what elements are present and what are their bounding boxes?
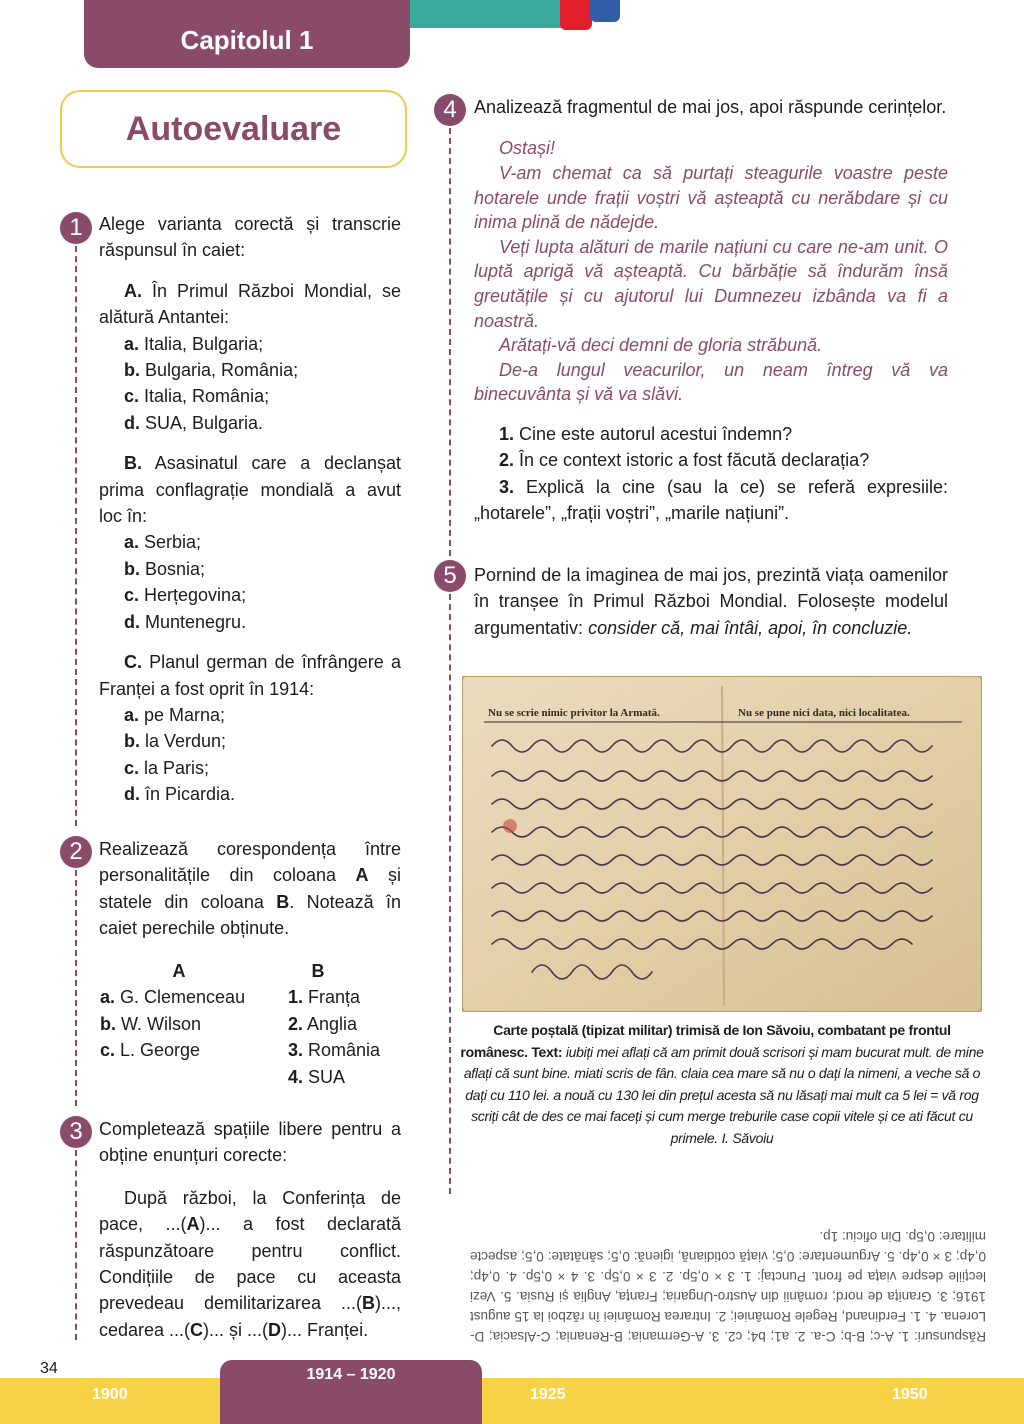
blank-d: D <box>268 1319 282 1340</box>
question-b-option-text: Herțegovina; <box>139 585 247 606</box>
question-a-option-text: SUA, Bulgaria. <box>140 412 264 433</box>
state-cell <box>288 1064 398 1090</box>
proclamation-quote <box>474 136 948 407</box>
exercise-5-prompt <box>474 562 948 641</box>
question-b <box>99 450 401 529</box>
question-text: Explică la cine (sau la ce) se referă expresiile: „hotarele”, „frații voștri”, „marile națiuni”. <box>474 476 948 524</box>
exercise-5-number <box>434 560 466 592</box>
question-a-option <box>99 410 401 436</box>
timeline-band <box>0 1378 1024 1424</box>
question-a-text: În Primul Război Mondial, se alătură Antantei: <box>99 280 401 328</box>
quote-paragraph: De-a lungul veacurilor, un neam întreg vă va binecuvânta și vă va slăvi. <box>474 359 948 405</box>
exercise-2-text-3: . Notează în caiet perechile obținute. <box>99 891 402 939</box>
ex3-t1: După război, la Conferința de pace, ...( <box>99 1187 401 1235</box>
question-b-option-text: Serbia; <box>139 532 202 553</box>
exercise-4-number-text: 4 <box>443 96 457 123</box>
question-c-option-letter: b. <box>124 731 140 752</box>
exercise-1-number <box>60 212 92 244</box>
question-a-option-text: Italia, Bulgaria; <box>139 333 264 354</box>
year-1900: 1900 <box>92 1386 128 1403</box>
question-c-option-letter: c. <box>124 757 140 778</box>
question-a-option-letter: d. <box>124 412 140 433</box>
quote-paragraph: Veți lupta alături de marile națiuni cu care ne-am unit. O luptă aprigă vă așteaptă. Cu bărbăție să îndurăm însă greutățile și cu ajutorul lui Dumnezeu izbânda va fi a noastră. <box>474 236 948 331</box>
question-a-option-letter: a. <box>124 333 140 354</box>
exercise-2-text-2: și statele din coloana <box>99 865 401 912</box>
ex3-t2: )... a fost declarată răspunzătoare pentru conflict. Condițiile de pace cu aceasta prevedeau demilitarizarea ...( <box>99 1214 402 1314</box>
column-b-header: B <box>311 961 325 981</box>
caption-lead: Carte poștală (tipizat militar) trimisă de Ion Săvoiu, combatant pe frontul românesc. Text: <box>460 1022 951 1060</box>
question-a-option <box>99 331 401 357</box>
question-c-option-letter: a. <box>124 704 140 725</box>
exercise-4-questions <box>474 421 948 527</box>
question-b-option-text: Muntenegru. <box>140 611 247 632</box>
question-b-options <box>99 529 401 635</box>
state-name: Anglia <box>303 1013 358 1034</box>
title-box <box>60 90 407 168</box>
question-c-option-letter: d. <box>124 784 140 805</box>
question-b-option-letter: c. <box>124 585 140 606</box>
chapter-tab <box>84 0 410 68</box>
personality-cell <box>100 1064 288 1090</box>
blank-c: C <box>190 1319 204 1340</box>
exercise-2-col-b-ref: B <box>276 891 290 912</box>
exercise-2-prompt <box>99 836 401 942</box>
exercise-5-number-text: 5 <box>443 562 457 589</box>
exercise-3 <box>99 1116 401 1343</box>
exercise-3-statement <box>99 1185 401 1343</box>
column-a-header: A <box>172 961 186 981</box>
question-c-option <box>99 781 401 807</box>
matching-table-header <box>100 958 400 984</box>
personality-cell <box>100 984 288 1010</box>
question-c-option <box>99 702 401 728</box>
exercise-4-question <box>474 474 948 527</box>
exercise-4-dashed-line <box>449 128 451 556</box>
state-cell <box>288 984 398 1010</box>
exercise-4-prompt: Analizează fragmentul de mai jos, apoi răspunde cerințelor. <box>474 97 947 117</box>
teal-stripe <box>400 0 572 28</box>
question-c-text: Planul german de înfrângere a Franței a fost oprit în 1914: <box>99 652 401 699</box>
personality-letter: b. <box>100 1013 116 1034</box>
exercise-2-dashed-line <box>75 870 77 1106</box>
question-b-option-text: Bosnia; <box>140 558 206 579</box>
exercise-4 <box>474 94 948 527</box>
exercise-3-dashed-line <box>75 1150 77 1340</box>
matching-table-rows <box>100 984 400 1090</box>
question-c-option <box>99 728 401 754</box>
exercise-3-number <box>60 1116 92 1148</box>
year-1925: 1925 <box>530 1386 566 1403</box>
question-a-option-text: Bulgaria, România; <box>140 360 299 381</box>
exercise-1-prompt: Alege varianta corectă și transcrie răspunsul în caiet: <box>99 214 401 261</box>
quote-paragraph: Ostași! <box>499 138 556 159</box>
quote-paragraph: V-am chemat ca să purtați steagurile voastre peste hotarele unde frații voștri vă așteaptă cu nerăbdare și cu inima plină de nădejde. <box>474 163 948 233</box>
exercise-3-prompt: Completează spațiile libere pentru a obține enunțuri corecte: <box>99 1119 401 1166</box>
question-number: 3. <box>499 476 515 497</box>
exercise-2-col-a-ref: A <box>355 865 369 886</box>
question-a-options <box>99 331 401 437</box>
matching-row <box>100 984 400 1010</box>
military-postcard-image <box>462 676 982 1012</box>
caption-transcript: iubiți mei aflați că am primit două scrisori și mam bucurat mult. de mine aflați că sunt bine. miati scris de fân. claia cea mare să nu o dați la nimeni, a veche să o dați cu 110 lei. a nouă cu 130 lei din prețul acesta să nu lăsați mai mult ca 5 lei = vă rog scriți cât de des ce mai faceți și cum merge treburile case copii vitele și ce ati făcut cu primele. I. Săvoiu <box>463 1043 984 1146</box>
state-cell <box>288 1037 398 1063</box>
question-a <box>99 278 401 331</box>
blue-stripe <box>590 0 620 22</box>
personality-name: W. Wilson <box>116 1013 202 1034</box>
state-number: 3. <box>288 1040 304 1061</box>
matching-row <box>100 1037 400 1063</box>
exercise-2-number <box>60 836 92 868</box>
question-a-option-letter: c. <box>124 386 140 407</box>
question-a-option <box>99 383 401 409</box>
question-b-text: Asasinatul care a declanșat prima conflagrație mondială a avut loc în: <box>99 453 401 527</box>
exercise-3-number-text: 3 <box>69 1118 83 1145</box>
ex3-t4: )... și ...( <box>203 1319 269 1340</box>
question-b-option <box>99 609 401 635</box>
exercise-5-model: consider că, mai întâi, apoi, în concluzie. <box>588 617 913 638</box>
question-a-option-letter: b. <box>124 360 140 381</box>
red-stripe <box>560 0 592 30</box>
question-a-label: A. <box>124 280 142 301</box>
question-b-option <box>99 582 401 608</box>
page-number: 34 <box>40 1360 58 1377</box>
question-b-option-letter: b. <box>124 558 140 579</box>
personality-name: G. Clemenceau <box>115 987 246 1008</box>
period-label: 1914 – 1920 <box>306 1366 396 1383</box>
exercise-4-number <box>434 94 466 126</box>
exercise-4-question <box>474 447 948 473</box>
personality-name: L. George <box>115 1040 201 1061</box>
year-1950: 1950 <box>892 1386 928 1403</box>
question-b-label: B. <box>124 453 142 474</box>
question-b-option <box>99 556 401 582</box>
state-cell <box>288 1011 398 1037</box>
question-c-label: C. <box>124 652 142 673</box>
postcard-header-right: Nu se pune nici data, nici localitatea. <box>738 707 910 719</box>
exercise-5-dashed-line <box>449 594 451 1194</box>
stain-mark <box>503 819 517 833</box>
question-c-option-text: în Picardia. <box>140 784 236 805</box>
personality-letter: c. <box>100 1040 116 1061</box>
personality-letter: a. <box>100 987 116 1008</box>
blank-b: B <box>362 1293 375 1314</box>
chapter-label: Capitolul 1 <box>180 24 314 55</box>
question-a-option-text: Italia, România; <box>139 386 270 407</box>
answers-upside-down: Răspunsuri: 1. A-c; B-b; C-a. 2. a1; b4; c2. 3. A-Germania; B-Renania; C-Alsacia; D-Lorena. 4. 1. Ferdinand, Regele României; 2. Intrarea României în război la 15 august 1916; 3. Granița de nord; românii din Austro-Ungaria; Franța, Anglia și Rusia. 5. Vezi lecțiile despre viața pe front. Punctaj: 1. 3 × 0,5p. 2. 3 × 0,5p. 3. 4 × 0,5p. 4. 0,4p; 0,4p; 3 × 0,4p. 5. Argumentare: 0,5; viață cotidiană, igienă: 0,5; sănătate: 0,5; aspecte militare: 0,5p. Din oficiu: 1p. <box>470 1229 986 1344</box>
ex3-t5: )... Franței. <box>281 1319 369 1340</box>
exercise-4-question <box>474 421 948 447</box>
page-title: Autoevaluare <box>125 109 342 148</box>
question-a-option <box>99 357 401 383</box>
exercise-1 <box>99 211 401 808</box>
matching-row <box>100 1011 400 1037</box>
question-b-option <box>99 529 401 555</box>
image-caption <box>458 1020 986 1149</box>
question-b-option-letter: a. <box>124 532 140 553</box>
state-number: 1. <box>288 987 304 1008</box>
state-number: 4. <box>288 1066 304 1087</box>
question-c-option-text: la Paris; <box>139 757 210 778</box>
exercise-5-text: Pornind de la imaginea de mai jos, prezintă viața oamenilor în tranșee în Primul Război Mondial. Folosește modelul argumentativ: <box>474 565 948 638</box>
question-text: În ce context istoric a fost făcută declarația? <box>514 450 870 471</box>
ex3-t3: )..., cedarea ...( <box>99 1293 401 1340</box>
question-c-option-text: pe Marna; <box>139 704 226 725</box>
exercise-1-number-text: 1 <box>69 214 83 241</box>
quote-paragraph: Arătați-vă deci demni de gloria străbună. <box>499 335 823 356</box>
question-c <box>99 649 401 702</box>
personality-cell <box>100 1011 288 1037</box>
matching-row <box>100 1064 400 1090</box>
question-c-option-text: la Verdun; <box>140 731 227 752</box>
exercise-2-text-1: Realizează corespondența între personalitățile din coloana <box>99 839 401 886</box>
question-text: Cine este autorul acestui îndemn? <box>514 423 793 444</box>
state-number: 2. <box>288 1013 304 1034</box>
question-b-option-letter: d. <box>124 611 140 632</box>
postcard-header-left: Nu se scrie nimic privitor la Armată. <box>488 707 660 719</box>
exercise-2-number-text: 2 <box>69 838 83 865</box>
personality-cell <box>100 1037 288 1063</box>
matching-table <box>100 958 400 1090</box>
question-c-option <box>99 755 401 781</box>
question-c-options <box>99 702 401 808</box>
state-name: România <box>303 1040 381 1061</box>
question-number: 2. <box>499 450 515 471</box>
blank-a: A <box>186 1214 200 1235</box>
exercise-1-dashed-line <box>75 246 77 826</box>
state-name: Franța <box>303 987 361 1008</box>
state-name: SUA <box>303 1066 346 1087</box>
question-number: 1. <box>499 423 515 444</box>
